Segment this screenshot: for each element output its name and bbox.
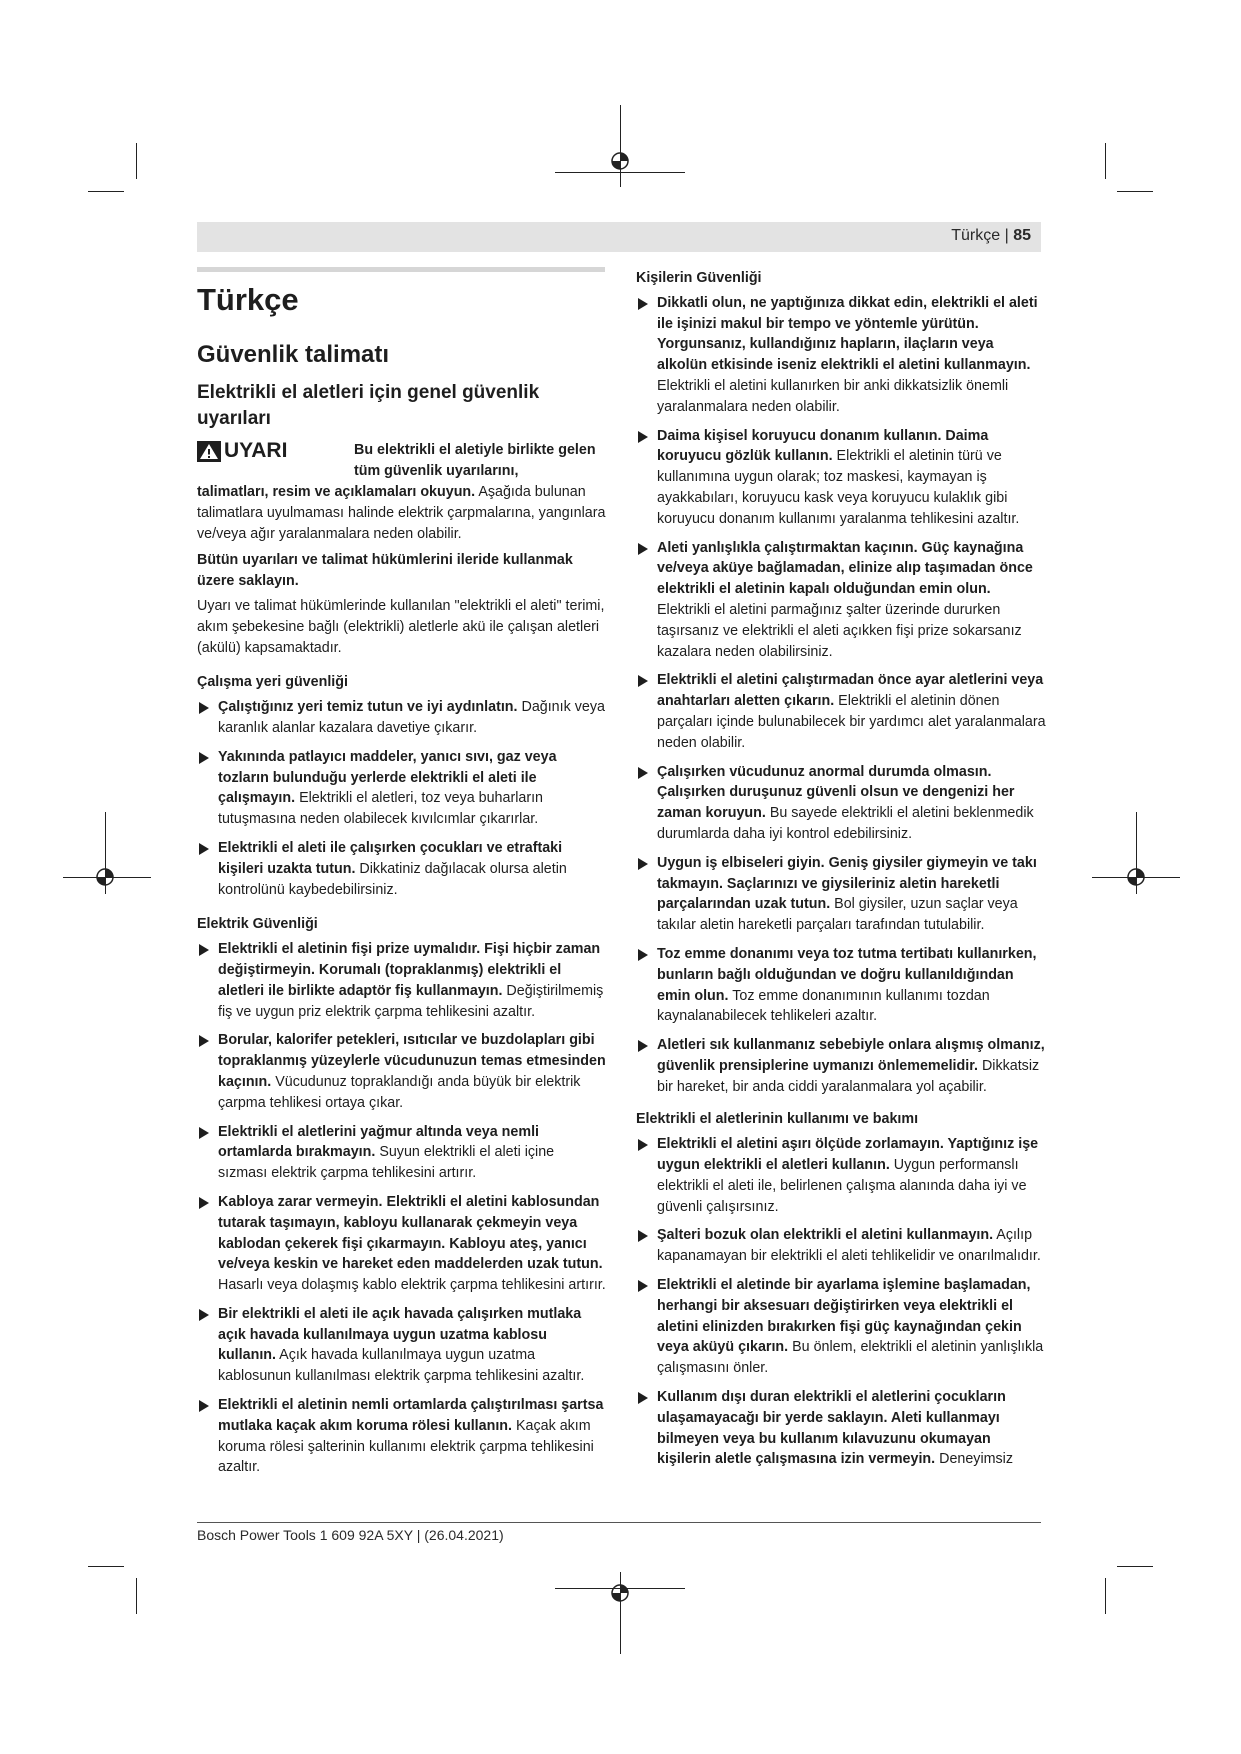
- bullet-arrow-icon: [199, 1035, 209, 1047]
- header-separator: |: [1000, 227, 1014, 244]
- list-item: Elektrikli el aletini aşırı ölçüde zorlamayın. Yaptığınız işe uygun elektrikli el aletleri kullanın. Uygun performanslı elektrikli el aleti ile, belirlenen çalışma alanında daha iyi ve güvenli çalışırsınız.: [636, 1134, 1046, 1217]
- warning-lead: Bu elektrikli el aletiyle birlikte gelen tüm güvenlik uyarılarını,: [354, 442, 596, 479]
- bullet-arrow-icon: [638, 431, 648, 443]
- section-title: Güvenlik talimatı: [197, 341, 390, 368]
- header-label: [951, 227, 1031, 245]
- bullet-arrow-icon: [638, 543, 648, 555]
- bullet-arrow-icon: [199, 944, 209, 956]
- crop-mark: [88, 191, 124, 192]
- bullet-arrow-icon: [638, 949, 648, 961]
- list-item: Dikkatli olun, ne yaptığınıza dikkat edin, elektrikli el aleti ile işinizi makul bir tempo ve yöntemle yürütün. Yorgunsanız, kullandığınız hapların, ilaçların veya alkolün etkisinde iseniz elektrikli el aletini kullanmayın. Elektrikli el aletini kullanırken bir anki dikkatsizlik önemli yaralanmalara neden olabilir.: [636, 293, 1046, 418]
- section-heading-use-care: Elektrikli el aletlerinin kullanımı ve bakımı: [636, 1111, 919, 1128]
- bullet-arrow-icon: [638, 1040, 648, 1052]
- list-item: Kullanım dışı duran elektrikli el aletlerini çocukların ulaşamayacağı bir yerde saklayın. Aleti kullanmayı bilmeyen veya bu kullanım kılavuzunu okumayan kişilerin aletle çalışmasına izin vermeyin. Deneyimsiz: [636, 1387, 1046, 1470]
- bullet-arrow-icon: [199, 1197, 209, 1209]
- list-item: Aleti yanlışlıkla çalıştırmaktan kaçının. Güç kaynağına ve/veya aküye bağlamadan, elinize alıp taşımadan önce elektrikli el aletinin kapalı olduğundan emin olun. Elektrikli el aletini parmağınız şalter üzerinde dururken taşırsanız ve elektrikli el aleti açıkken fişi prize sokarsanız kazalara neden olabilirsiniz.: [636, 538, 1046, 663]
- list-item: Kabloya zarar vermeyin. Elektrikli el aletini kablosundan tutarak taşımayın, kabloyu kullanarak çekmeyin veya kablodan çekerek fişi çıkarmayın. Kabloyu ateş, yanıcı ve/veya keskin ve hareket eden maddelerden uzak tutun. Hasarlı veya dolaşmış kablo elektrik çarpma tehlikesini artırır.: [197, 1192, 607, 1296]
- list-item: Bir elektrikli el aleti ile açık havada çalışırken mutlaka açık havada kullanılmaya uygun uzatma kablosu kullanın. Açık havada kullanılmaya uygun uzatma kablosunun kullanılması elektrik çarpma tehlikesini azaltır.: [197, 1304, 607, 1387]
- crop-mark: [136, 1578, 137, 1614]
- right-column: [636, 268, 1046, 1478]
- list-item: Elektrikli el aleti ile çalışırken çocukları ve etraftaki kişileri uzakta tutun. Dikkatiniz dağılacak olursa aletin kontrolünü kaybedebilirsiniz.: [197, 838, 607, 900]
- warning-label: UYARI: [224, 439, 288, 463]
- crop-mark: [1105, 1578, 1106, 1614]
- bullet-arrow-icon: [638, 1230, 648, 1242]
- list-item: Elektrikli el aletinin nemli ortamlarda çalıştırılması şartsa mutlaka kaçak akım koruma rölesi kullanın. Kaçak akım koruma rölesi şalterinin kullanımı elektrik çarpma tehlikesini azaltır.: [197, 1395, 607, 1478]
- list-item: Çalıştığınız yeri temiz tutun ve iyi aydınlatın. Dağınık veya karanlık alanlar kazalara davetiye çıkarır.: [197, 697, 607, 739]
- footer-text: Bosch Power Tools 1 609 92A 5XY | (26.04.2021): [197, 1527, 504, 1543]
- registration-target-icon: [1125, 866, 1147, 888]
- bullet-arrow-icon: [638, 767, 648, 779]
- bullet-arrow-icon: [638, 1139, 648, 1151]
- title-rule: [197, 267, 605, 272]
- warning-text: talimatları, resim ve açıklamaları okuyun. Aşağıda bulunan talimatlara uyulmaması halinde elektrik çarpmalarına, yangınlara ve/veya ağır yaralanmalara neden olabilir.: [197, 484, 606, 542]
- footer-rule: [197, 1522, 1041, 1523]
- list-item: Elektrikli el aletlerini yağmur altında veya nemli ortamlarda bırakmayın. Suyun elektrikli el aleti içine sızması elektrik çarpma tehlikesini artırır.: [197, 1122, 607, 1184]
- bullet-arrow-icon: [638, 858, 648, 870]
- bullet-arrow-icon: [638, 1392, 648, 1404]
- crop-mark: [1117, 1566, 1153, 1567]
- bullet-arrow-icon: [199, 1309, 209, 1321]
- list-item: Aletleri sık kullanmanız sebebiyle onlara alışmış olmanız, güvenlik prensiplerine uymanızı önlememelidir. Dikkatsiz bir hareket, bir anda ciddi yaralanmalara yol açabilir.: [636, 1035, 1046, 1097]
- bullet-arrow-icon: [638, 675, 648, 687]
- list-item: Uygun iş elbiseleri giyin. Geniş giysiler giymeyin ve takı takmayın. Saçlarınızı ve giysileriniz aletin hareketli parçalarından uzak tutun. Bol giysiler, uzun saçlar veya takılar aletin hareketli parçaları tarafından tutulabilir.: [636, 853, 1046, 936]
- list-item: Elektrikli el aletinde bir ayarlama işlemine başlamadan, herhangi bir aksesuarı değiştirirken veya elektrikli el aletini elinizden bırakırken fişi güç kaynağından çekin veya aküyü çıkarın. Bu önlem, elektrikli el aletinin yanlışlıkla çalışmasını önler.: [636, 1275, 1046, 1379]
- registration-line: [620, 105, 621, 187]
- left-column: [197, 282, 607, 1486]
- list-item: Borular, kalorifer petekleri, ısıtıcılar ve buzdolapları gibi topraklanmış yüzeylerle vücudunuzun temas etmesinden kaçının. Vücudunuz topraklandığı anda büyük bir elektrik çarpma tehlikesi ortaya çıkar.: [197, 1030, 607, 1113]
- bullet-arrow-icon: [199, 1127, 209, 1139]
- section-heading-personal: Kişilerin Güvenliği: [636, 270, 762, 286]
- crop-mark: [88, 1566, 124, 1567]
- definition-text: Uyarı ve talimat hükümlerinde kullanılan "elektrikli el aleti" terimi, akım şebekesine bağlı (elektrikli) aletlerle akü ile çalışan aletleri (akülü) kapsamaktadır.: [197, 597, 605, 656]
- bullet-arrow-icon: [199, 702, 209, 714]
- bullet-arrow-icon: [199, 843, 209, 855]
- crop-mark: [136, 143, 137, 179]
- page-header: [197, 222, 1041, 252]
- crop-mark: [1105, 143, 1106, 179]
- list-item: Çalışırken vücudunuz anormal durumda olmasın. Çalışırken duruşunuz güvenli olsun ve dengenizi her zaman koruyun. Bu sayede elektrikli el aletini beklenmedik durumlarda daha iyi kontrol edebilirsiniz.: [636, 762, 1046, 845]
- list-item: Şalteri bozuk olan elektrikli el aletini kullanmayın. Açılıp kapanamayan bir elektrikli el aleti tehlikelidir ve onarılmalıdır.: [636, 1225, 1046, 1267]
- bullet-arrow-icon: [199, 1400, 209, 1412]
- list-item: Yakınında patlayıcı maddeler, yanıcı sıvı, gaz veya tozların bulunduğu yerlerde elektrikli el aleti ile çalışmayın. Elektrikli el aletleri, toz veya buharların tutuşmasına neden olabilecek kıvılcımlar çıkarırlar.: [197, 747, 607, 830]
- warning-triangle-icon: [197, 441, 221, 462]
- bullet-arrow-icon: [638, 298, 648, 310]
- warning-badge: [197, 441, 287, 462]
- warning-block: [197, 440, 607, 482]
- bullet-arrow-icon: [638, 1280, 648, 1292]
- bullet-arrow-icon: [199, 752, 209, 764]
- section-heading-electrical: Elektrik Güvenliği: [197, 916, 318, 933]
- save-instructions: Bütün uyarıları ve talimat hükümlerini ileride kullanmak üzere saklayın.: [197, 552, 573, 590]
- section-heading-work-area: Çalışma yeri güvenliği: [197, 674, 348, 691]
- subsection-title: Elektrikli el aletleri için genel güvenlik uyarıları: [197, 382, 540, 429]
- header-language: Türkçe: [951, 227, 1001, 244]
- list-item: Daima kişisel koruyucu donanım kullanın. Daima koruyucu gözlük kullanın. Elektrikli el aletinin türü ve kullanımına uygun olarak; toz maskesi, kaymayan iş ayakkabıları, koruyucu kask veya koruyucu kulaklık gibi koruyucu donanım kullanımı yaralanma tehlikesini azaltır.: [636, 426, 1046, 530]
- list-item: Elektrikli el aletini çalıştırmadan önce ayar aletlerini veya anahtarları aletten çıkarın. Elektrikli el aletinin dönen parçaları içinde bulunabilecek bir yardımcı alet yaralanmalara neden olabilir.: [636, 670, 1046, 753]
- registration-target-icon: [609, 1582, 631, 1604]
- page-number: 85: [1013, 227, 1031, 244]
- registration-target-icon: [609, 150, 631, 172]
- list-item: Toz emme donanımı veya toz tutma tertibatı kullanırken, bunların bağlı olduğundan ve doğru kullanıldığından emin olun. Toz emme donanımının kullanımı tozdan kaynalanabilecek tehlikeleri azaltır.: [636, 944, 1046, 1027]
- page-title: Türkçe: [197, 282, 299, 317]
- registration-target-icon: [94, 866, 116, 888]
- list-item: Elektrikli el aletinin fişi prize uymalıdır. Fişi hiçbir zaman değiştirmeyin. Korumalı (topraklanmış) elektrikli el aletleri ile birlikte adaptör fiş kullanmayın. Değiştirilmemiş fiş ve uygun priz elektrik çarpma tehlikesini azaltır.: [197, 939, 607, 1022]
- crop-mark: [1117, 191, 1153, 192]
